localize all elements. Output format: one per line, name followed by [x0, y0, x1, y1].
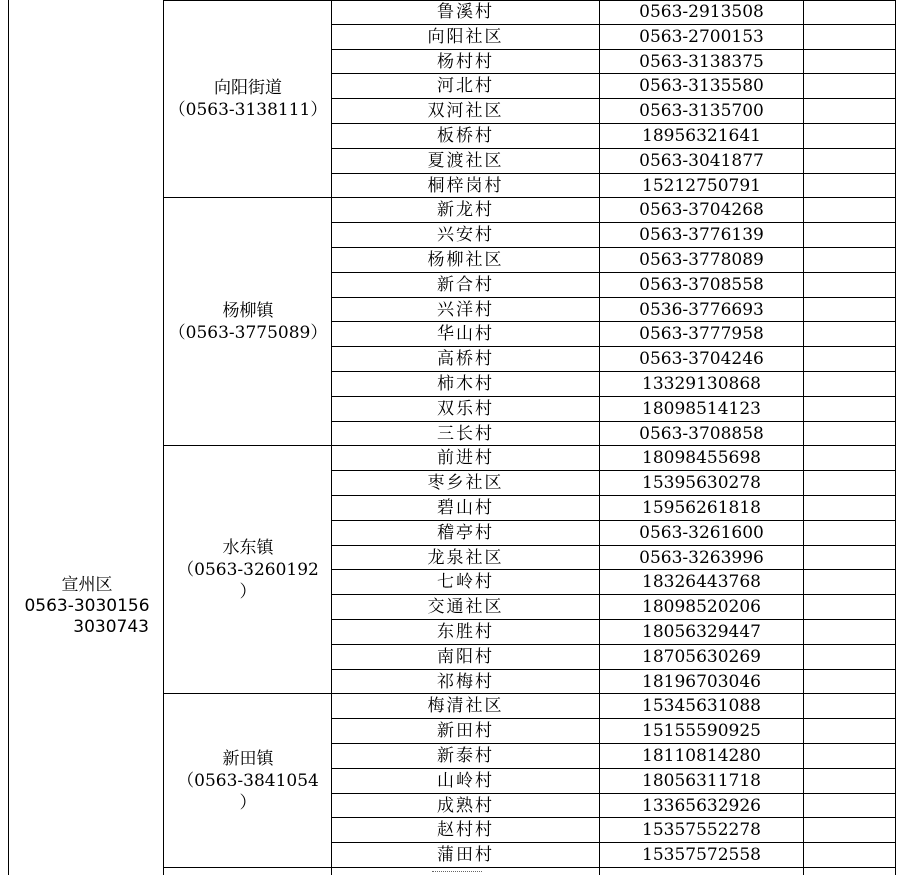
village-name: 鲁溪村	[332, 0, 600, 24]
table-row	[332, 198, 896, 223]
district-phone-2: 3030743	[73, 617, 149, 637]
empty-cell	[804, 74, 896, 98]
district-cell	[8, 0, 164, 875]
village-name: 稽亭村	[332, 521, 600, 545]
village-name: 前进村	[332, 446, 600, 470]
empty-cell	[804, 794, 896, 818]
village-name: 蒲田村	[332, 843, 600, 867]
village-phone: 0536-3776693	[600, 298, 804, 322]
village-phone: 0563-3778089	[600, 248, 804, 272]
village-name: 枣乡社区	[332, 471, 600, 495]
village-phone: 18196703046	[600, 670, 804, 694]
town-label	[164, 77, 332, 121]
table-row	[332, 25, 896, 50]
village-phone: 0563-3138375	[600, 50, 804, 74]
village-name: 板桥村	[332, 124, 600, 148]
cut-off-text	[432, 871, 482, 875]
empty-cell	[804, 645, 896, 669]
village-name: 桐梓岗村	[332, 174, 600, 198]
table-row	[332, 546, 896, 571]
table-row	[332, 620, 896, 645]
village-phone: 18956321641	[600, 124, 804, 148]
town-name: 杨柳镇	[222, 301, 274, 322]
table-row	[332, 99, 896, 124]
extra-cell-partial	[804, 866, 896, 875]
town-phone: （0563-3775089）	[168, 323, 328, 344]
village-name: 碧山村	[332, 496, 600, 520]
table-row	[332, 694, 896, 719]
table-row	[332, 149, 896, 174]
village-name: 新泰村	[332, 744, 600, 768]
village-name-cell-partial	[332, 866, 600, 875]
empty-cell	[804, 719, 896, 743]
village-phone-cell-partial	[600, 866, 804, 875]
empty-cell	[804, 744, 896, 768]
village-phone: 0563-3708558	[600, 273, 804, 297]
empty-cell	[804, 818, 896, 842]
village-phone: 15212750791	[600, 174, 804, 198]
village-phone: 0563-2700153	[600, 25, 804, 49]
empty-cell	[804, 521, 896, 545]
village-name: 东胜村	[332, 620, 600, 644]
table-row-partial	[332, 866, 896, 875]
empty-cell	[804, 546, 896, 570]
empty-cell	[804, 273, 896, 297]
table-row	[332, 670, 896, 695]
town-cell	[164, 198, 332, 446]
district-name: 宣州区	[61, 575, 113, 595]
empty-cell	[804, 25, 896, 49]
empty-cell	[804, 223, 896, 247]
table-row	[332, 744, 896, 769]
table-row	[332, 769, 896, 794]
village-phone: 15357572558	[600, 843, 804, 867]
town-phone: ）	[239, 793, 257, 814]
village-name: 杨柳社区	[332, 248, 600, 272]
village-name: 夏渡社区	[332, 149, 600, 173]
village-phone: 13365632926	[600, 794, 804, 818]
empty-cell	[804, 248, 896, 272]
empty-cell	[804, 99, 896, 123]
town-label	[164, 300, 332, 344]
village-name: 新龙村	[332, 198, 600, 222]
district-phone-1: 0563-3030156	[24, 596, 150, 616]
empty-cell	[804, 694, 896, 718]
table-row	[332, 124, 896, 149]
town-name: 水东镇	[222, 538, 274, 559]
empty-cell	[804, 124, 896, 148]
village-phone: 0563-3704268	[600, 198, 804, 222]
table-row	[332, 248, 896, 273]
village-phone: 0563-3704246	[600, 347, 804, 371]
town-cell	[164, 694, 332, 868]
town-name: 新田镇	[222, 749, 274, 770]
table-row	[332, 496, 896, 521]
table-row	[332, 446, 896, 471]
table-row	[332, 645, 896, 670]
village-name: 双河社区	[332, 99, 600, 123]
table-row	[332, 372, 896, 397]
empty-cell	[804, 670, 896, 694]
village-name: 新合村	[332, 273, 600, 297]
empty-cell	[804, 496, 896, 520]
table-row	[332, 843, 896, 868]
village-name: 七岭村	[332, 570, 600, 594]
table-row	[332, 298, 896, 323]
village-name: 兴洋村	[332, 298, 600, 322]
district-label	[9, 575, 165, 638]
town-label	[164, 748, 332, 814]
village-phone: 18110814280	[600, 744, 804, 768]
village-name: 南阳村	[332, 645, 600, 669]
village-name: 高桥村	[332, 347, 600, 371]
table-row	[332, 174, 896, 199]
village-name: 河北村	[332, 74, 600, 98]
empty-cell	[804, 298, 896, 322]
empty-cell	[804, 570, 896, 594]
table-row	[332, 322, 896, 347]
empty-cell	[804, 347, 896, 371]
table-row	[332, 273, 896, 298]
village-name: 杨村村	[332, 50, 600, 74]
village-phone: 15395630278	[600, 471, 804, 495]
village-name: 祁梅村	[332, 670, 600, 694]
village-phone: 0563-3135580	[600, 74, 804, 98]
village-phone: 0563-2913508	[600, 0, 804, 24]
village-phone: 0563-3777958	[600, 322, 804, 346]
empty-cell	[804, 769, 896, 793]
table-row	[332, 74, 896, 99]
table-row	[332, 397, 896, 422]
empty-cell	[804, 620, 896, 644]
empty-cell	[804, 174, 896, 198]
village-phone: 0563-3708858	[600, 422, 804, 446]
village-name: 双乐村	[332, 397, 600, 421]
empty-cell	[804, 322, 896, 346]
town-cell	[164, 446, 332, 694]
village-name: 柿木村	[332, 372, 600, 396]
empty-cell	[804, 397, 896, 421]
village-name: 赵村村	[332, 818, 600, 842]
table-row	[332, 50, 896, 75]
table-row	[332, 0, 896, 25]
table-row	[332, 521, 896, 546]
empty-cell	[804, 422, 896, 446]
table-row	[332, 570, 896, 595]
village-name: 交通社区	[332, 595, 600, 619]
empty-cell	[804, 198, 896, 222]
village-phone: 15956261818	[600, 496, 804, 520]
village-phone: 18326443768	[600, 570, 804, 594]
village-name: 新田村	[332, 719, 600, 743]
table-row	[332, 794, 896, 819]
village-phone: 0563-3261600	[600, 521, 804, 545]
village-phone: 15345631088	[600, 694, 804, 718]
village-name: 龙泉社区	[332, 546, 600, 570]
village-phone: 18056329447	[600, 620, 804, 644]
village-phone: 0563-3135700	[600, 99, 804, 123]
table-row	[332, 223, 896, 248]
village-phone: 18705630269	[600, 645, 804, 669]
village-name: 华山村	[332, 322, 600, 346]
village-name: 山岭村	[332, 769, 600, 793]
village-phone: 0563-3263996	[600, 546, 804, 570]
village-phone: 0563-3041877	[600, 149, 804, 173]
table-row	[332, 347, 896, 372]
village-phone: 15155590925	[600, 719, 804, 743]
village-phone: 15357552278	[600, 818, 804, 842]
town-phone: ）	[239, 582, 257, 603]
town-phone: （0563-3260192	[177, 560, 319, 581]
empty-cell	[804, 471, 896, 495]
empty-cell	[804, 50, 896, 74]
empty-cell	[804, 372, 896, 396]
village-phone: 18056311718	[600, 769, 804, 793]
town-phone: （0563-3138111）	[168, 100, 328, 121]
town-cell-partial	[164, 866, 332, 875]
village-phone: 18098514123	[600, 397, 804, 421]
town-name: 向阳街道	[214, 78, 282, 99]
town-label	[164, 537, 332, 603]
village-name: 梅清社区	[332, 694, 600, 718]
village-name: 成熟村	[332, 794, 600, 818]
empty-cell	[804, 149, 896, 173]
table-row	[332, 471, 896, 496]
village-phone: 0563-3776139	[600, 223, 804, 247]
village-phone: 13329130868	[600, 372, 804, 396]
town-phone: （0563-3841054	[177, 771, 319, 792]
town-cell	[164, 0, 332, 198]
village-name: 兴安村	[332, 223, 600, 247]
empty-cell	[804, 0, 896, 24]
empty-cell	[804, 595, 896, 619]
table-row	[332, 818, 896, 843]
village-name: 三长村	[332, 422, 600, 446]
village-phone: 18098520206	[600, 595, 804, 619]
village-name: 向阳社区	[332, 25, 600, 49]
empty-cell	[804, 843, 896, 867]
empty-cell	[804, 446, 896, 470]
table-row	[332, 719, 896, 744]
table-row	[332, 422, 896, 447]
village-phone: 18098455698	[600, 446, 804, 470]
table-row	[332, 595, 896, 620]
